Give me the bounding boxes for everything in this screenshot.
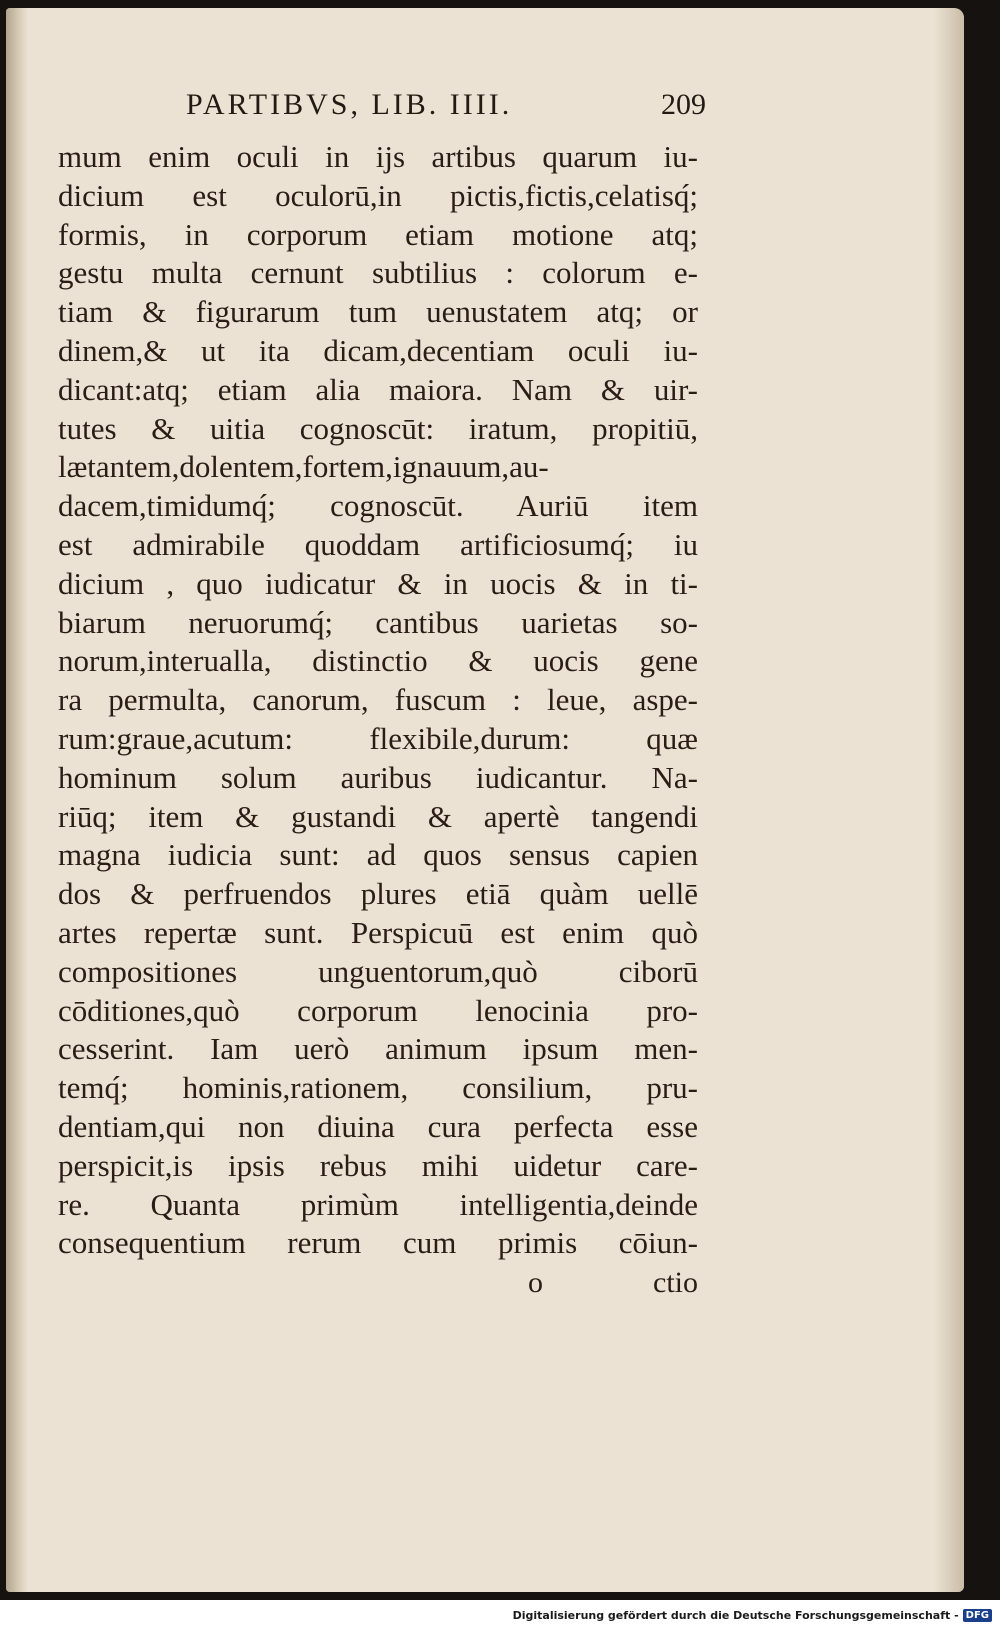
text-line: riūq; item & gustandi & apertè tangendi — [58, 798, 698, 834]
book-page — [6, 8, 964, 1592]
text-line: compositiones unguentorum,quò ciborū — [58, 953, 698, 989]
text-line: dentiam,qui non diuina cura perfecta esse — [58, 1108, 698, 1144]
text-line: dos & perfruendos plures etiā quàm uellē — [58, 876, 698, 912]
catchword-row — [58, 1266, 698, 1306]
text-line: hominum solum auribus iudicantur. Na- — [58, 759, 698, 795]
text-line: dicium , quo iudicatur & in uocis & in ti- — [58, 565, 698, 601]
page-number: 209 — [661, 88, 706, 121]
text-line: lætantem,dolentem,fortem,ignauum,au- — [58, 449, 549, 485]
text-line: cesserint. Iam uerò animum ipsum men- — [58, 1031, 698, 1067]
text-line: rum:graue,acutum: flexibile,durum: quæ — [58, 720, 698, 756]
text-line: tutes & uitia cognoscūt: iratum, propitiū, — [58, 410, 698, 446]
header-title: PARTIBVS, LIB. IIII. — [186, 88, 513, 121]
text-line: gestu multa cernunt subtilius : colorum e- — [58, 255, 698, 291]
digitization-credit — [513, 1606, 992, 1624]
text-line: norum,interualla, distinctio & uocis gene — [58, 643, 698, 679]
text-line: dicant:atq; etiam alia maiora. Nam & uir- — [58, 371, 698, 407]
text-line: cōditiones,quò corporum lenocinia pro- — [58, 992, 698, 1028]
text-line: temq́; hominis,rationem, consilium, pru- — [58, 1070, 698, 1106]
body-text — [58, 138, 698, 1263]
text-line: dicium est oculorū,in pictis,fictis,celatisq́; — [58, 177, 698, 213]
text-line: perspicit,is ipsis rebus mihi uidetur care- — [58, 1147, 698, 1183]
catchword: ctio — [653, 1266, 698, 1299]
text-line: dinem,& ut ita dicam,decentiam oculi iu- — [58, 332, 698, 368]
text-line: ra permulta, canorum, fuscum : leue, aspe- — [58, 682, 698, 718]
footer-text: Digitalisierung gefördert durch die Deutsche Forschungsgemeinschaft - — [512, 1608, 959, 1622]
text-line: biarum neruorumq́; cantibus uarietas so- — [58, 604, 698, 640]
text-line: tiam & figurarum tum uenustatem atq; or — [58, 294, 698, 330]
text-line: consequentium rerum cum primis cōiun- — [58, 1225, 698, 1261]
dfg-logo: DFG — [963, 1609, 992, 1622]
text-line: artes repertæ sunt. Perspicuū est enim quò — [58, 914, 698, 950]
text-line: magna iudicia sunt: ad quos sensus capien — [58, 837, 698, 873]
text-line: est admirabile quoddam artificiosumq́; iu — [58, 526, 698, 562]
signature-mark: o — [528, 1266, 543, 1299]
text-line: formis, in corporum etiam motione atq; — [58, 216, 698, 252]
text-line: re. Quanta primùm intelligentia,deinde — [58, 1186, 698, 1222]
running-header — [186, 88, 706, 128]
text-line: dacem,timidumq́; cognoscūt. Auriū item — [58, 488, 698, 524]
text-line: mum enim oculi in ijs artibus quarum iu- — [58, 139, 698, 174]
